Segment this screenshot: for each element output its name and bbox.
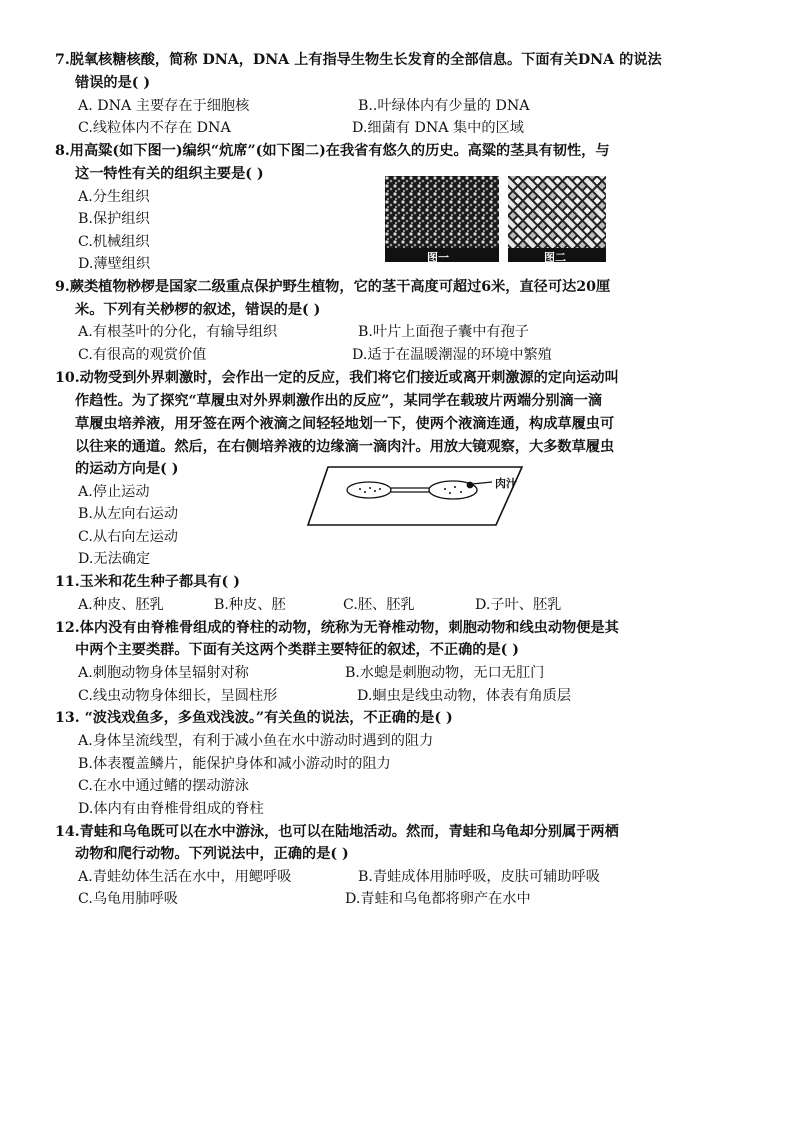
q10-stem-line3: 草履虫培养液，用牙签在两个液滴之间轻轻地划一下，使两个液滴连通，构成草履虫可 — [75, 416, 615, 432]
q14-option-c: C.乌龟用肺呼吸 — [78, 891, 178, 907]
q12-stem-line2: 中两个主要类群。下面有关这两个类群主要特征的叙述，不正确的是( ) — [75, 642, 519, 658]
q10-stem-line5: 的运动方向是( ) — [75, 461, 179, 477]
q10-option-b: B.从左向右运动 — [78, 506, 179, 522]
q13-option-c: C.在水中通过鳍的摆动游泳 — [78, 778, 249, 794]
q8-option-b: B.保护组织 — [78, 211, 150, 227]
label-leader-line — [472, 482, 492, 484]
q11-option-b: B.种皮、胚 — [214, 597, 286, 613]
q12-stem-line1: 12.体内没有由脊椎骨组成的脊柱的动物，统称为无脊椎动物，刺胞动物和线虫动物便是其 — [55, 620, 619, 636]
q7-option-d: D.细菌有 DNA 集中的区域 — [352, 120, 524, 136]
q14-stem-line2: 动物和爬行动物。下列说法中，正确的是( ) — [75, 846, 349, 862]
q12-option-c: C.线虫动物身体细长，呈圆柱形 — [78, 688, 278, 704]
q9-option-a: A.有根茎叶的分化，有输导组织 — [78, 324, 278, 340]
meat-juice-drop — [467, 482, 474, 489]
figure1-caption: 图一 — [427, 251, 449, 264]
left-droplet — [347, 482, 391, 498]
q10-stem-line2: 作趋性。为了探究“草履虫对外界刺激作出的反应”，某同学在载玻片两端分别滴一滴 — [75, 393, 603, 409]
q14-option-a: A.青蛙幼体生活在水中，用鳃呼吸 — [78, 869, 292, 885]
glass-slide — [308, 467, 522, 525]
q14-option-b: B.青蛙成体用肺呼吸，皮肤可辅助呼吸 — [358, 869, 600, 885]
q7-stem-line2: 错误的是( ) — [75, 75, 151, 91]
q12-option-b: B.水螅是刺胞动物，无口无肛门 — [345, 665, 545, 681]
q14-option-d: D.青蛙和乌龟都将卵产在水中 — [345, 891, 531, 907]
q13-option-b: B.体表覆盖鳞片，能保护身体和减小游动时的阻力 — [78, 756, 391, 772]
q12-option-d: D.蛔虫是线虫动物，体表有角质层 — [357, 688, 572, 704]
q9-stem-line1: 9.蕨类植物桫椤是国家二级重点保护野生植物，它的茎干高度可超过6米，直径可达20厘 — [55, 279, 611, 295]
q7-option-a: A. DNA 主要存在于细胞核 — [78, 98, 250, 114]
q14-stem-line1: 14.青蛙和乌龟既可以在水中游泳，也可以在陆地活动。然而，青蛙和乌龟却分别属于两栖 — [55, 824, 619, 840]
q8-stem-line1: 8.用高粱(如下图一)编织“炕席”(如下图二)在我省有悠久的历史。高粱的茎具有韧性，与 — [55, 143, 610, 159]
q13-option-a: A.身体呈流线型，有利于减小鱼在水中游动时遇到的阻力 — [78, 733, 434, 749]
q10-option-d: D.无法确定 — [78, 551, 151, 567]
q8-stem-line2: 这一特性有关的组织主要是( ) — [75, 166, 264, 182]
q13-option-d: D.体内有由脊椎骨组成的脊柱 — [78, 801, 264, 817]
q10-option-a: A.停止运动 — [78, 484, 150, 500]
q8-option-d: D.薄壁组织 — [78, 256, 151, 272]
q7-stem-line1: 7.脱氧核糖核酸，简称 DNA，DNA 上有指导生物生长发育的全部信息。下面有关DNA 的说法 — [55, 52, 662, 68]
q7-option-b: B..叶绿体内有少量的 DNA — [358, 98, 530, 114]
q11-stem-line1: 11.玉米和花生种子都具有( ) — [55, 574, 240, 590]
q12-option-a: A.刺胞动物身体呈辐射对称 — [78, 665, 249, 681]
q7-option-c: C.线粒体内不存在 DNA — [78, 120, 231, 136]
q9-stem-line2: 米。下列有关桫椤的叙述，错误的是( ) — [75, 302, 321, 318]
q8-option-a: A.分生组织 — [78, 189, 150, 205]
figure2-caption: 图二 — [544, 251, 566, 264]
slide-diagram — [300, 462, 550, 532]
q8-option-c: C.机械组织 — [78, 234, 150, 250]
q9-option-c: C.有很高的观赏价值 — [78, 347, 207, 363]
meat-juice-label: 肉汁 — [495, 477, 517, 490]
q11-option-a: A.种皮、胚乳 — [78, 597, 164, 613]
q13-stem-line1: 13. “波浅戏鱼多，多鱼戏浅波。”有关鱼的说法，不正确的是( ) — [55, 710, 453, 726]
q11-option-c: C.胚、胚乳 — [343, 597, 415, 613]
q10-stem-line1: 10.动物受到外界刺激时，会作出一定的反应，我们将它们接近或离开刺激源的定向运动叫 — [55, 370, 619, 386]
q10-stem-line4: 以往来的通道。然后，在右侧培养液的边缘滴一滴肉汁。用放大镜观察，大多数草履虫 — [75, 439, 615, 455]
q11-option-d: D.子叶、胚乳 — [475, 597, 562, 613]
q10-option-c: C.从右向左运动 — [78, 529, 178, 545]
q9-option-d: D.适于在温暖潮湿的环境中繁殖 — [352, 347, 552, 363]
paramecia-dots — [359, 486, 462, 494]
q9-option-b: B.叶片上面孢子囊中有孢子 — [358, 324, 529, 340]
